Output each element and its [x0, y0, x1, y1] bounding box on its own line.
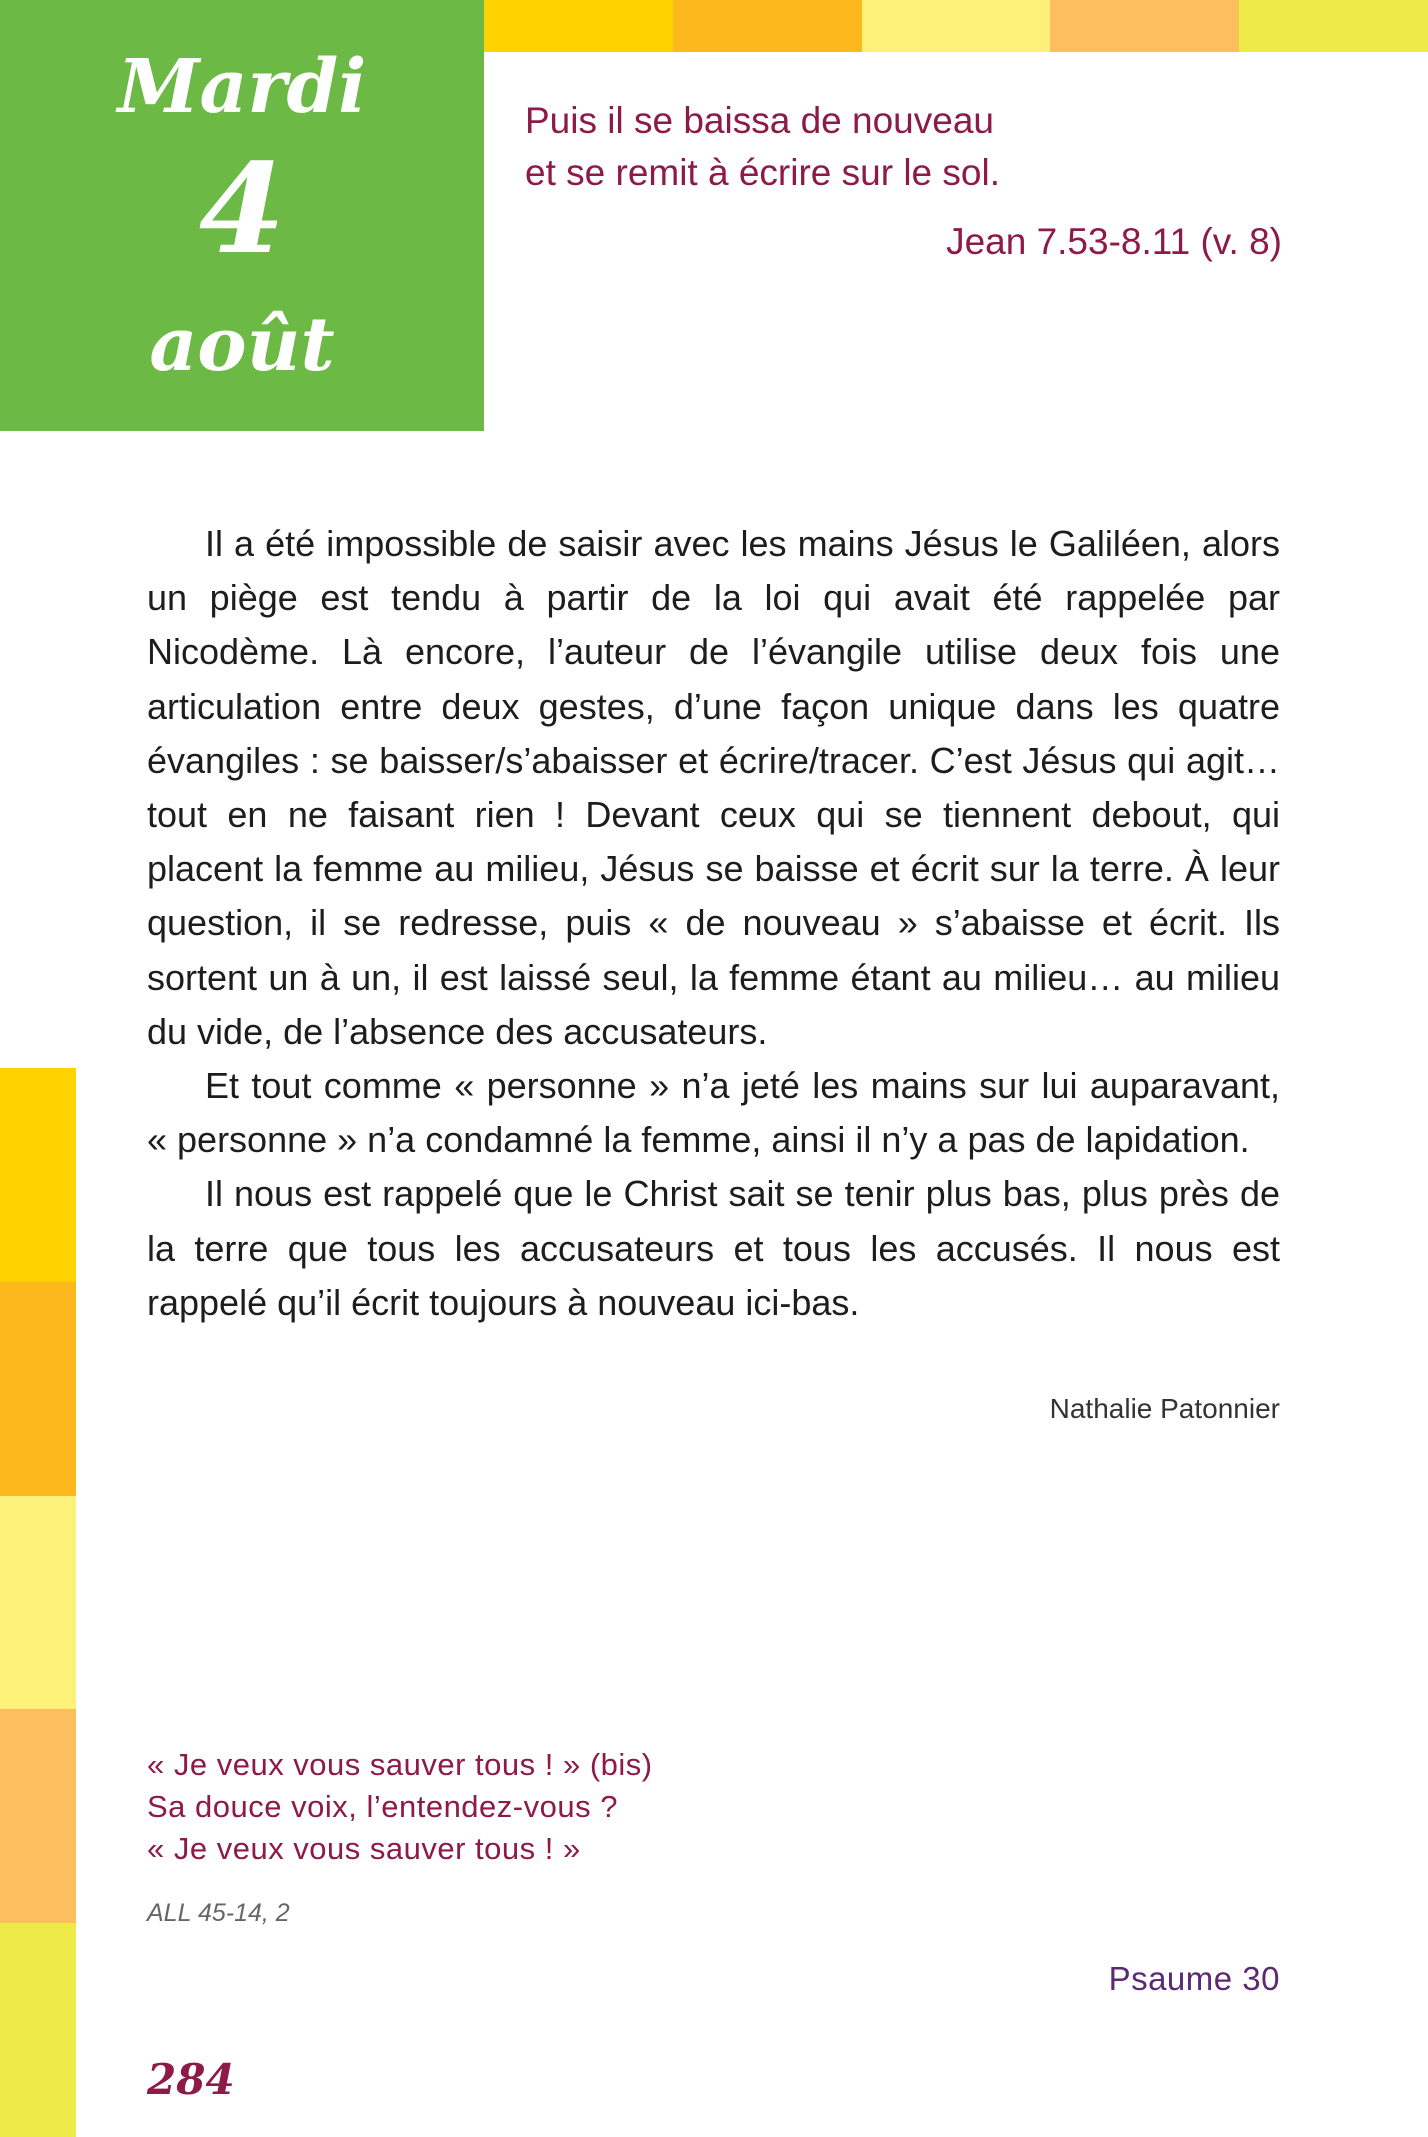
- hymn-line: « Je veux vous sauver tous ! » (bis): [147, 1747, 653, 1782]
- strip-segment: [673, 0, 862, 52]
- page-number: 284: [147, 2055, 235, 2104]
- strip-segment: [0, 1282, 76, 1496]
- strip-segment: [0, 1496, 76, 1710]
- psalm-reference: Psaume 30: [1108, 1960, 1280, 1997]
- meditation-text: [147, 517, 1280, 1330]
- strip-segment: [0, 1709, 76, 1923]
- top-color-strip: [484, 0, 1428, 52]
- side-color-strip: [0, 1068, 76, 2137]
- strip-segment: [484, 0, 673, 52]
- month-name: août: [149, 302, 335, 388]
- day-name: Mardi: [117, 44, 367, 130]
- day-number: 4: [198, 137, 286, 282]
- paragraph: Et tout comme « personne » n’a jeté les mains sur lui auparavant, « personne » n’a condamné la femme, ainsi il n’y a pas de lapidation.: [147, 1065, 1280, 1161]
- hymn-reference: ALL 45-14, 2: [147, 1899, 290, 1927]
- strip-segment: [0, 1068, 76, 1282]
- hymn-line: Sa douce voix, l’entendez-vous ?: [147, 1789, 618, 1824]
- author-name: Nathalie Patonnier: [1049, 1393, 1280, 1424]
- verse-quote: [525, 95, 1282, 199]
- strip-segment: [1050, 0, 1239, 52]
- date-block: [0, 0, 484, 431]
- strip-segment: [1239, 0, 1428, 52]
- verse-line: Puis il se baissa de nouveau: [525, 100, 994, 141]
- hymn-line: « Je veux vous sauver tous ! »: [147, 1831, 581, 1866]
- paragraph: Il a été impossible de saisir avec les mains Jésus le Galiléen, alors un piège est tendu à partir de la loi qui avait été rappelée par Nicodème. Là encore, l’auteur de l’évangile utilise deux fois une articulation entre deux gestes, d’une façon unique dans les quatre évangiles : se baisser/s’abaisser et écrire/tracer. C’est Jésus qui agit… tout en ne faisant rien ! Devant ceux qui se tiennent debout, qui placent la femme au milieu, Jésus se baisse et écrit sur la terre. À leur question, il se redresse, puis « de nouveau » s’abaisse et écrit. Ils sortent un à un, il est laissé seul, la femme étant au milieu… au milieu du vide, de l’absence des accusateurs.: [147, 523, 1280, 1052]
- strip-segment: [862, 0, 1051, 52]
- verse-line: et se remit à écrire sur le sol.: [525, 152, 1000, 193]
- paragraph: Il nous est rappelé que le Christ sait se tenir plus bas, plus près de la terre que tous les accusateurs et tous les accusés. Il nous est rappelé qu’il écrit toujours à nouveau ici-bas.: [147, 1173, 1280, 1323]
- hymn-quote: [147, 1744, 847, 1870]
- strip-segment: [0, 1923, 76, 2137]
- verse-reference: Jean 7.53-8.11 (v. 8): [946, 221, 1282, 262]
